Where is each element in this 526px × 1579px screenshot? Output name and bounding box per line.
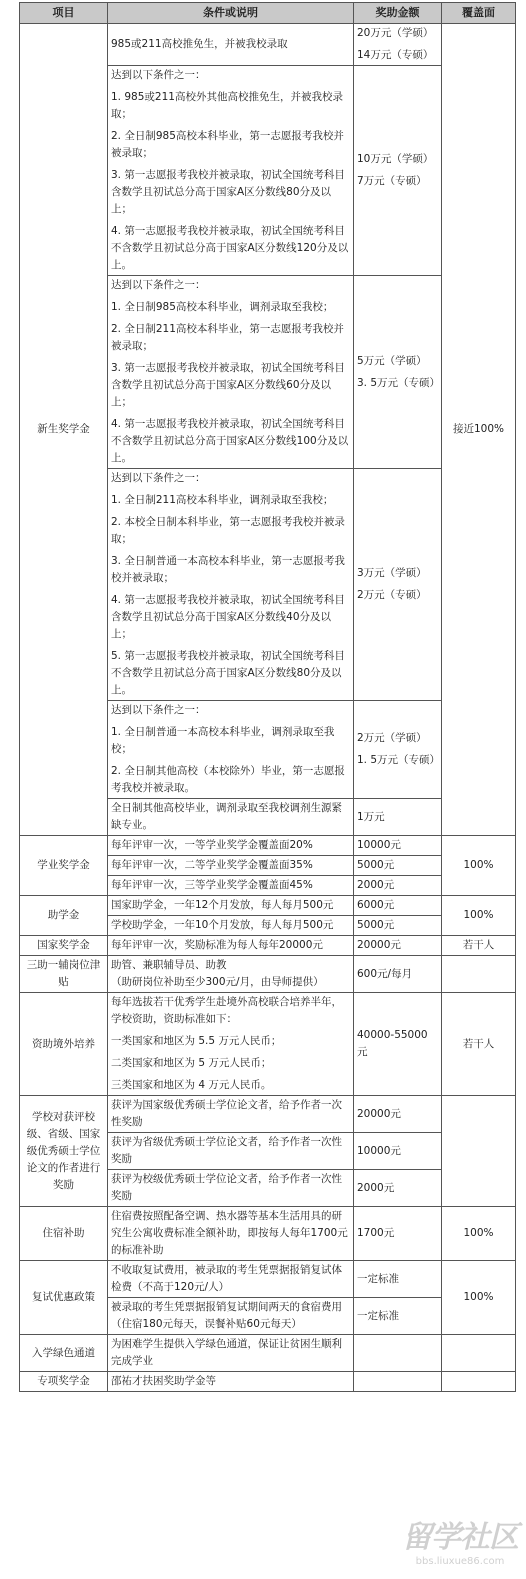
condition-text: 4. 第一志愿报考我校并被录取，初试全国统考科目不含数学且初试总分高于国家A区分数线120分及以上。 xyxy=(111,225,349,271)
amount-cell xyxy=(354,469,442,701)
item-jingwai: 资助境外培养 xyxy=(20,993,108,1096)
condition-cell: 不收取复试费用，被录取的考生凭票据报销复试体检费（不高于120元/人） xyxy=(108,1261,354,1298)
coverage-jingwai: 若干人 xyxy=(442,993,516,1096)
condition-cell xyxy=(108,24,354,66)
table-row xyxy=(20,1261,516,1298)
watermark xyxy=(400,1520,520,1575)
coverage-xinsheng: 接近100% xyxy=(442,24,516,836)
amount-cell xyxy=(354,799,442,836)
condition-cell: 每年评审一次，奖励标准为每人每年20000元 xyxy=(108,936,354,956)
item-lvse: 入学绿色通道 xyxy=(20,1335,108,1372)
amount-cell: 5000元 xyxy=(354,916,442,936)
condition-cell: 获评为省级优秀硕士学位论文者，给予作者一次性奖励 xyxy=(108,1133,354,1170)
amount-cell: 一定标准 xyxy=(354,1298,442,1335)
amount-cell: 5000元 xyxy=(354,856,442,876)
condition-text: 2. 本校全日制本科毕业，第一志愿报考我校并被录取； xyxy=(111,516,345,545)
condition-text: 1. 全日制211高校本科毕业，调剂录取至我校； xyxy=(111,494,334,506)
header-amount: 奖助金额 xyxy=(354,3,442,24)
condition-cell: 邵祐才扶困奖助学金等 xyxy=(108,1372,354,1392)
condition-text: 4. 第一志愿报考我校并被录取，初试全国统考科目不含数学且初试总分高于国家A区分数线100分及以上。 xyxy=(111,418,349,464)
coverage-sanzhu xyxy=(442,956,516,993)
amount-text: 7万元（专硕） xyxy=(357,175,427,187)
header-condition: 条件或说明 xyxy=(108,3,354,24)
item-zhuanxiang: 专项奖学金 xyxy=(20,1372,108,1392)
condition-text: 三类国家和地区为 4 万元人民币。 xyxy=(111,1079,272,1091)
condition-text: 达到以下条件之一： xyxy=(111,69,206,81)
condition-text: 5. 第一志愿报考我校并被录取，初试全国统考科目不含数学且初试总分高于国家A区分数线80分及以上。 xyxy=(111,650,345,696)
condition-text: 助管、兼职辅导员、助教 xyxy=(111,959,227,971)
item-xueye: 学业奖学金 xyxy=(20,836,108,896)
condition-cell: 为困难学生提供入学绿色通道，保证让贫困生顺利完成学业 xyxy=(108,1335,354,1372)
amount-text: 1. 5万元（专硕） xyxy=(357,754,441,766)
table-header-row xyxy=(20,3,516,24)
table-row xyxy=(20,1096,516,1133)
condition-text: 达到以下条件之一： xyxy=(111,279,206,291)
coverage-lvse xyxy=(442,1335,516,1372)
condition-cell: 住宿费按照配备空调、热水器等基本生活用具的研究生公寓收费标准全额补助，即按每人每年1700元的标准补助 xyxy=(108,1207,354,1261)
item-guojia: 国家奖学金 xyxy=(20,936,108,956)
amount-cell: 一定标准 xyxy=(354,1261,442,1298)
amount-cell: 2000元 xyxy=(354,876,442,896)
amount-cell xyxy=(354,1335,442,1372)
table-row xyxy=(20,1372,516,1392)
amount-cell: 10000元 xyxy=(354,1133,442,1170)
amount-text: 3. 5万元（专硕） xyxy=(357,376,441,389)
table-row xyxy=(20,24,516,66)
coverage-zhusu: 100% xyxy=(442,1207,516,1261)
condition-cell: 学校助学金，一年10个月发放，每人每月500元 xyxy=(108,916,354,936)
condition-text: 一类国家和地区为 5.5 万元人民币； xyxy=(111,1035,282,1047)
amount-cell: 600元/每月 xyxy=(354,956,442,993)
amount-cell xyxy=(354,276,442,469)
table-row xyxy=(20,993,516,1096)
table-row xyxy=(20,1335,516,1372)
coverage-lunwen xyxy=(442,1096,516,1207)
coverage-fushi: 100% xyxy=(442,1261,516,1335)
item-zhuxue: 助学金 xyxy=(20,896,108,936)
amount-text: 2万元（专硕） xyxy=(357,589,427,601)
condition-cell: 获评为校级优秀硕士学位论文者，给予作者一次性奖励 xyxy=(108,1170,354,1207)
condition-cell: 被录取的考生凭票据报销复试期间两天的食宿费用（住宿180元每天，误餐补贴60元每天） xyxy=(108,1298,354,1335)
condition-text: 每年选拔若干优秀学生赴境外高校联合培养半年，学校资助，资助标准如下： xyxy=(111,996,342,1025)
condition-cell xyxy=(108,956,354,993)
amount-cell xyxy=(354,66,442,276)
amount-text: 1万元 xyxy=(357,810,385,823)
item-fushi: 复试优惠政策 xyxy=(20,1261,108,1335)
table-row xyxy=(20,936,516,956)
condition-cell xyxy=(108,799,354,836)
amount-text: 2万元（学硕） xyxy=(357,732,427,744)
condition-cell xyxy=(108,469,354,701)
coverage-xueye: 100% xyxy=(442,836,516,896)
item-xinsheng: 新生奖学金 xyxy=(20,24,108,836)
condition-text: 985或211高校推免生，并被我校录取 xyxy=(111,38,288,50)
table-row xyxy=(20,896,516,916)
coverage-zhuxue: 100% xyxy=(442,896,516,936)
header-coverage: 覆盖面 xyxy=(442,3,516,24)
condition-text: 1. 全日制985高校本科毕业，调剂录取至我校； xyxy=(111,301,334,313)
amount-cell: 1700元 xyxy=(354,1207,442,1261)
amount-cell: 6000元 xyxy=(354,896,442,916)
condition-cell xyxy=(108,993,354,1096)
condition-cell xyxy=(108,276,354,469)
condition-text: 二类国家和地区为 5 万元人民币； xyxy=(111,1057,272,1069)
condition-text: 1. 全日制普通一本高校本科毕业，调剂录取至我校； xyxy=(111,726,335,755)
condition-text: 1. 985或211高校外其他高校推免生，并被我校录取； xyxy=(111,91,343,120)
condition-cell: 每年评审一次，三等学业奖学金覆盖面45% xyxy=(108,876,354,896)
condition-text: 达到以下条件之一： xyxy=(111,472,206,484)
amount-cell: 40000-55000元 xyxy=(354,993,442,1096)
watermark-url: bbs.liuxue86.com xyxy=(415,1556,505,1567)
amount-cell: 10000元 xyxy=(354,836,442,856)
table-row xyxy=(20,836,516,856)
condition-text: 4. 第一志愿报考我校并被录取，初试全国统考科目含数学且初试总分高于国家A区分数线40分及以上； xyxy=(111,594,345,640)
amount-cell xyxy=(354,701,442,799)
coverage-zhuanxiang xyxy=(442,1372,516,1392)
amount-cell: 20000元 xyxy=(354,1096,442,1133)
amount-text: 3万元（学硕） xyxy=(357,567,427,579)
amount-cell xyxy=(354,1372,442,1392)
condition-text: 3. 第一志愿报考我校并被录取，初试全国统考科目含数学且初试总分高于国家A区分数线60分及以上； xyxy=(111,362,345,408)
amount-cell: 2000元 xyxy=(354,1170,442,1207)
condition-text: 达到以下条件之一： xyxy=(111,704,206,716)
condition-text: （助研岗位补助至少300元/月，由导师提供） xyxy=(111,976,324,988)
condition-text: 全日制其他高校毕业，调剂录取至我校调剂生源紧缺专业。 xyxy=(111,802,342,831)
table-row xyxy=(20,1207,516,1261)
item-lunwen: 学校对获评校级、省级、国家级优秀硕士学位论文的作者进行奖励 xyxy=(20,1096,108,1207)
condition-text: 2. 全日制985高校本科毕业，第一志愿报考我校并被录取； xyxy=(111,130,344,159)
amount-text: 20万元（学硕） xyxy=(357,27,434,39)
condition-cell xyxy=(108,701,354,799)
condition-cell: 每年评审一次，一等学业奖学金覆盖面20% xyxy=(108,836,354,856)
condition-cell: 每年评审一次，二等学业奖学金覆盖面35% xyxy=(108,856,354,876)
table-row xyxy=(20,956,516,993)
header-item: 项目 xyxy=(20,3,108,24)
scholarship-table xyxy=(19,2,516,1392)
amount-cell xyxy=(354,24,442,66)
condition-text: 3. 第一志愿报考我校并被录取，初试全国统考科目含数学且初试总分高于国家A区分数线80分及以上； xyxy=(111,169,345,215)
watermark-logo: 留学社区 xyxy=(402,1520,518,1555)
condition-text: 2. 全日制其他高校（本校除外）毕业，第一志愿报考我校并被录取。 xyxy=(111,765,345,794)
condition-cell xyxy=(108,66,354,276)
amount-cell: 20000元 xyxy=(354,936,442,956)
condition-text: 3. 全日制普通一本高校本科毕业，第一志愿报考我校并被录取； xyxy=(111,555,345,584)
condition-cell: 国家助学金，一年12个月发放，每人每月500元 xyxy=(108,896,354,916)
item-sanzhu: 三助一辅岗位津贴 xyxy=(20,956,108,993)
condition-text: 2. 全日制211高校本科毕业，第一志愿报考我校并被录取； xyxy=(111,323,344,352)
condition-cell: 获评为国家级优秀硕士学位论文者，给予作者一次性奖励 xyxy=(108,1096,354,1133)
amount-text: 5万元（学硕） xyxy=(357,354,427,367)
amount-text: 14万元（专硕） xyxy=(357,49,434,61)
amount-text: 10万元（学硕） xyxy=(357,153,434,165)
item-zhusu: 住宿补助 xyxy=(20,1207,108,1261)
coverage-guojia: 若干人 xyxy=(442,936,516,956)
